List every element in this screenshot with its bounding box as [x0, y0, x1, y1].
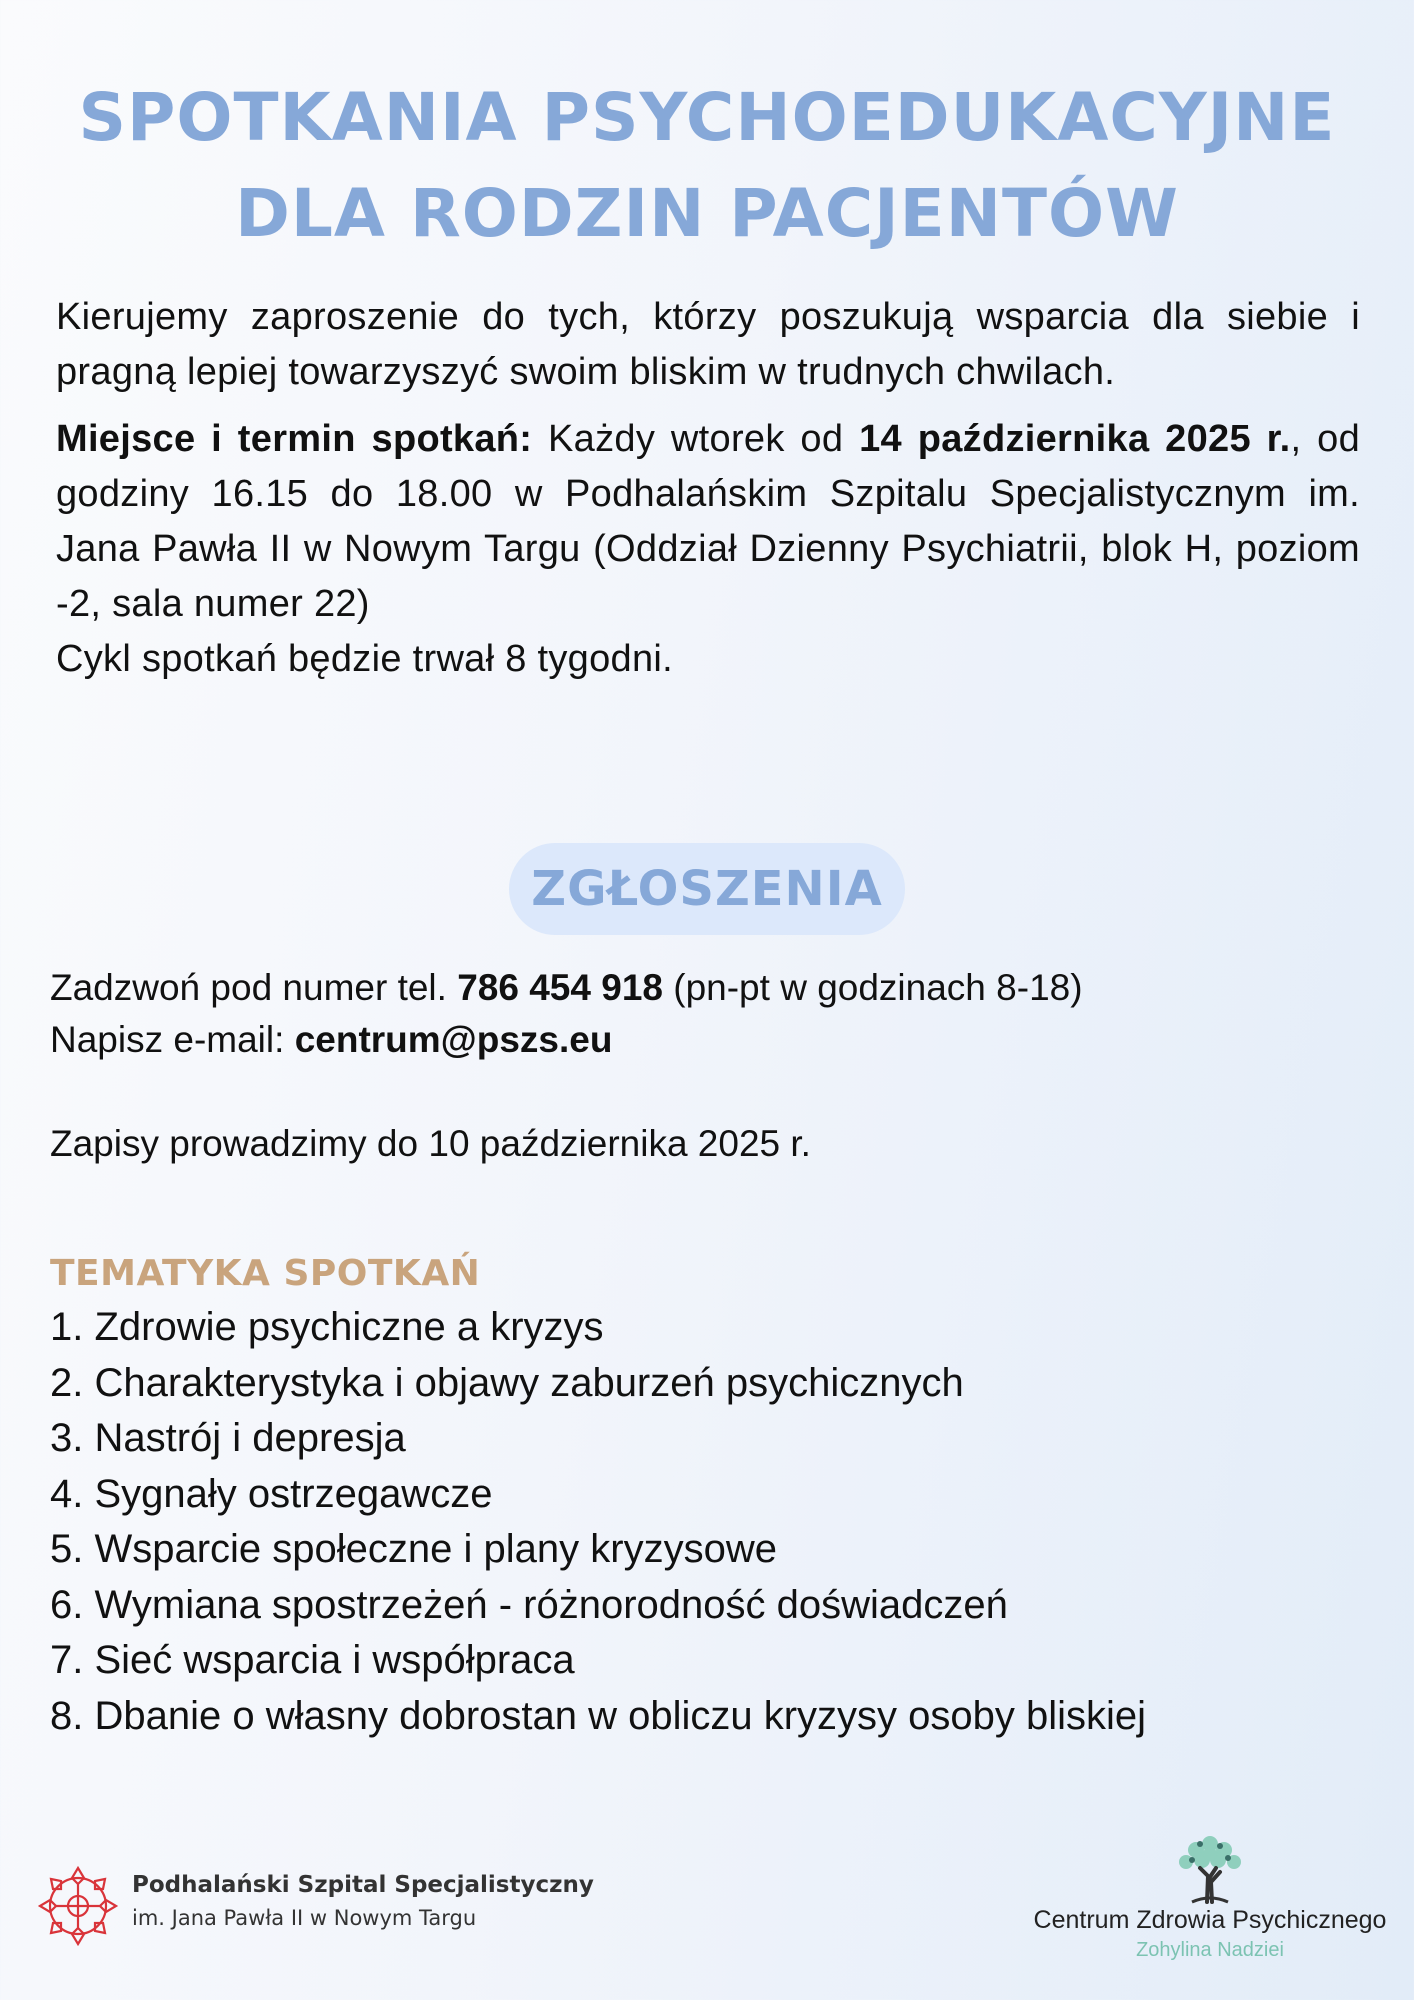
list-item: 8. Dbanie o własny dobrostan w obliczu kryzysy osoby bliskiej: [50, 1693, 1147, 1738]
list-item: 4. Sygnały ostrzegawcze: [50, 1471, 493, 1516]
registration-heading-wrap: [0, 843, 1414, 935]
phone-line: [50, 962, 1083, 1014]
place-label: Miejsce i termin spotkań:: [56, 418, 533, 460]
center-subtitle: Zohylina Nadziei: [1136, 1939, 1284, 1961]
registration-heading: ZGŁOSZENIA: [509, 843, 904, 935]
topics-list: [50, 1300, 1146, 1744]
intro-section: [56, 290, 1360, 699]
title-line-2: DLA RODZIN PACJENTÓW: [235, 175, 1179, 252]
list-item: 2. Charakterystyka i objawy zaburzeń psychicznych: [50, 1360, 964, 1405]
topics-heading: TEMATYKA SPOTKAŃ: [50, 1253, 481, 1294]
topics-section: [50, 1248, 1146, 1744]
list-item: 3. Nastrój i depresja: [50, 1416, 406, 1460]
hospital-emblem-icon: [36, 1864, 120, 1948]
registration-deadline: Zapisy prowadzimy do 10 października 2025 r.: [50, 1123, 811, 1164]
list-item: 1. Zdrowie psychiczne a kryzys: [50, 1305, 604, 1349]
title-line-1: SPOTKANIA PSYCHOEDUKACYJNE: [78, 79, 1336, 156]
cycle-text: Cykl spotkań będzie trwał 8 tygodni.: [56, 638, 673, 680]
center-logo: [1000, 1832, 1414, 1962]
place-text-1: Każdy wtorek od: [532, 418, 860, 460]
hospital-name: Podhalański Szpital Specjalistyczny: [132, 1872, 594, 1898]
phone-suffix: (pn-pt w godzinach 8-18): [662, 967, 1083, 1008]
list-item: 7. Sieć wsparcia i współpraca: [50, 1638, 575, 1682]
phone-number[interactable]: 786 454 918: [457, 967, 663, 1008]
list-item: 5. Wsparcie społeczne i plany kryzysowe: [50, 1527, 777, 1571]
center-name: Centrum Zdrowia Psychicznego: [1033, 1906, 1387, 1934]
email-address[interactable]: centrum@pszs.eu: [294, 1019, 613, 1060]
place-paragraph: [56, 412, 1360, 687]
email-line: [50, 1014, 1083, 1066]
list-item: 6. Wymiana spostrzeżeń - różnorodność doświadczeń: [50, 1582, 1008, 1627]
contact-info: [50, 962, 1083, 1066]
phone-prefix: Zadzwoń pod numer tel.: [50, 967, 458, 1008]
email-prefix: Napisz e-mail:: [50, 1019, 295, 1060]
intro-paragraph: Kierujemy zaproszenie do tych, którzy poszukują wsparcia dla siebie i pragną lepiej towarzyszyć swoim bliskim w trudnych chwilach.: [56, 296, 1360, 393]
place-text-2: , od godziny 16.15 do 18.00 w Podhalańskim Szpitalu Specjalistycznym im. Jana Pawła II w Nowym Targu (Oddział Dzienny Psychiatrii, blok H, poziom -2, sala numer 22): [56, 418, 1361, 625]
start-date: 14 października 2025 r.: [859, 418, 1291, 460]
tree-icon: [1170, 1832, 1250, 1904]
page-title: [0, 70, 1414, 262]
hospital-subtitle: im. Jana Pawła II w Nowym Targu: [132, 1906, 477, 1930]
